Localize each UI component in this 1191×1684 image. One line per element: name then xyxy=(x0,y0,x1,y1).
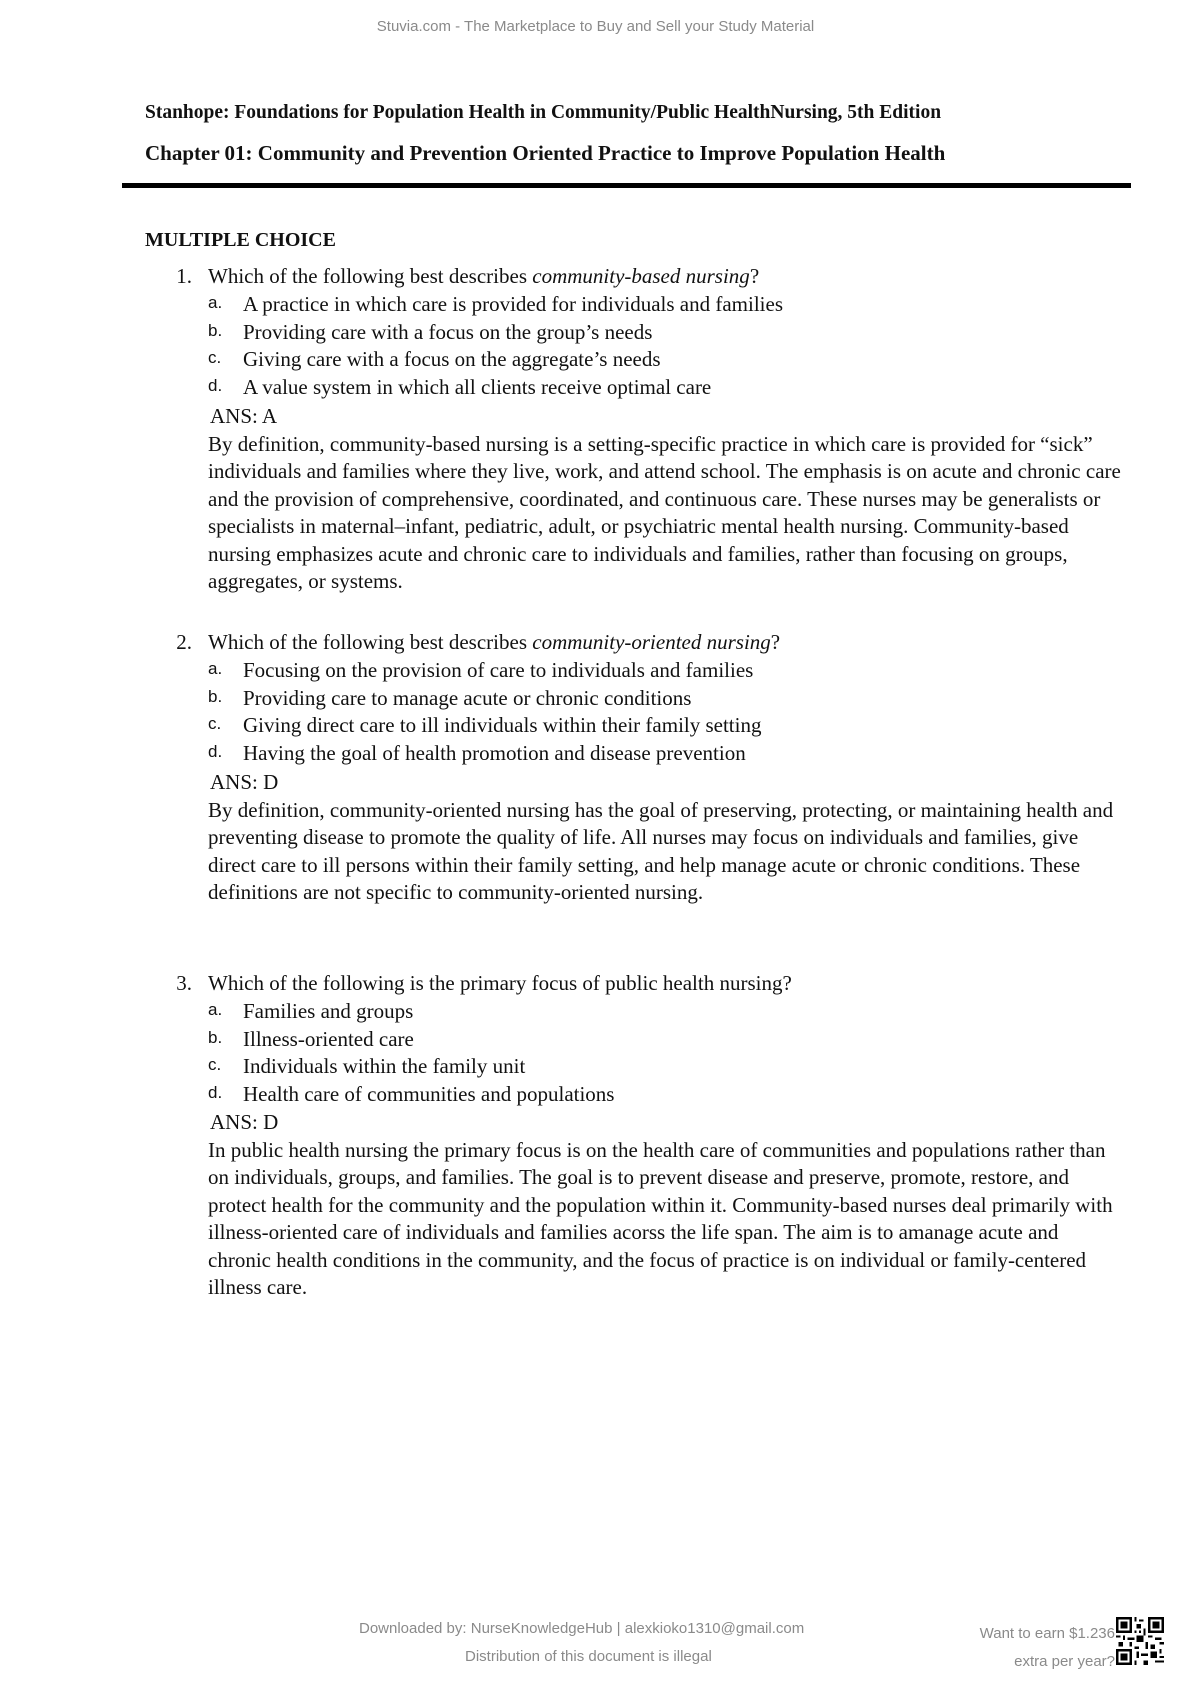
question-stem xyxy=(0,263,1191,290)
question-number: 2. xyxy=(176,630,192,654)
chapter-title: Chapter 01: Community and Prevention Oriented Practice to Improve Population Health xyxy=(145,141,946,165)
option-a: a. Families and groups xyxy=(208,999,414,1023)
answer-block-1 xyxy=(208,403,1123,596)
question-stem xyxy=(0,970,1191,997)
option-d: d. Health care of communities and populations xyxy=(208,1081,615,1106)
option-c: c. Individuals within the family unit xyxy=(208,1054,526,1078)
answer-label: ANS: D xyxy=(210,770,279,794)
qr-code-icon[interactable] xyxy=(1116,1617,1164,1665)
option-d: d. Having the goal of health promotion and disease prevention xyxy=(208,740,746,765)
answer-rationale: By definition, community-based nursing is a setting-specific practice in which care is provided for “sick” individuals and families where they live, work, and attend school. The emphasis is on acute and chronic care and the provision of comprehensive, coordinated, and continuous care. These nurses may be generalists or specialists in maternal–infant, pediatric, adult, or psychiatric mental health nursing. Community-based nursing emphasizes acute and chronic care to individuals and families, rather than focusing on groups, aggregates, or systems. xyxy=(208,431,1121,593)
answer-options xyxy=(0,998,1191,1108)
option-d: d. A value system in which all clients receive optimal care xyxy=(208,374,712,399)
distribution-notice: Distribution of this document is illegal xyxy=(465,1648,712,1665)
promo-line-2: extra per year? xyxy=(1014,1653,1115,1670)
document-title: Stanhope: Foundations for Population Health in Community/Public HealthNursing, 5th Edition xyxy=(145,102,942,123)
answer-label: ANS: A xyxy=(210,404,278,428)
option-a: a. Focusing on the provision of care to individuals and families xyxy=(208,658,754,682)
option-c: c. Giving direct care to ill individuals within their family setting xyxy=(208,713,762,737)
answer-options xyxy=(0,291,1191,401)
question-text: Which of the following best describes community-based nursing? xyxy=(208,264,760,288)
answer-options xyxy=(0,657,1191,767)
question-text: Which of the following is the primary focus of public health nursing? xyxy=(208,971,792,995)
title-divider xyxy=(122,183,1131,188)
option-b: b. Illness-oriented care xyxy=(208,1026,414,1051)
question-number: 1. xyxy=(176,264,192,288)
question-text: Which of the following best describes community-oriented nursing? xyxy=(208,630,781,654)
option-b: b. Providing care with a focus on the group’s needs xyxy=(208,319,653,344)
option-a: a. A practice in which care is provided for individuals and families xyxy=(208,292,784,316)
answer-label: ANS: D xyxy=(210,1110,279,1134)
question-number: 3. xyxy=(176,971,192,995)
answer-rationale: By definition, community-oriented nursing has the goal of preserving, protecting, or maintaining health and preventing disease to promote the quality of life. All nurses may focus on individuals and families, give direct care to ill persons within their family setting, and help manage acute or chronic conditions. These definitions are not specific to community-oriented nursing. xyxy=(208,797,1114,904)
answer-block-2 xyxy=(208,769,1123,907)
question-2 xyxy=(0,629,1191,767)
site-banner: Stuvia.com - The Marketplace to Buy and Sell your Study Material xyxy=(376,18,815,35)
downloaded-by-text: Downloaded by: NurseKnowledgeHub | alexkioko1310@gmail.com xyxy=(359,1620,805,1637)
question-1 xyxy=(0,263,1191,401)
answer-block-3 xyxy=(208,1109,1123,1302)
question-3 xyxy=(0,970,1191,1108)
option-c: c. Giving care with a focus on the aggregate’s needs xyxy=(208,347,661,371)
option-b: b. Providing care to manage acute or chronic conditions xyxy=(208,685,692,710)
earn-promo[interactable] xyxy=(960,1620,1115,1676)
section-heading: MULTIPLE CHOICE xyxy=(145,229,336,251)
question-stem xyxy=(0,629,1191,656)
answer-rationale: In public health nursing the primary focus is on the health care of communities and populations rather than on individuals, groups, and families. The goal is to prevent disease and preserve, promote, restore, and protect health for the community and the population within it. Community-based nurses deal primarily with illness-oriented care of individuals and families acorss the life span. The aim is to amanage acute and chronic health conditions in the community, and the focus of practice is on individual or family-centered illness care. xyxy=(208,1137,1113,1299)
promo-line-1: Want to earn $1.236 xyxy=(979,1625,1115,1642)
